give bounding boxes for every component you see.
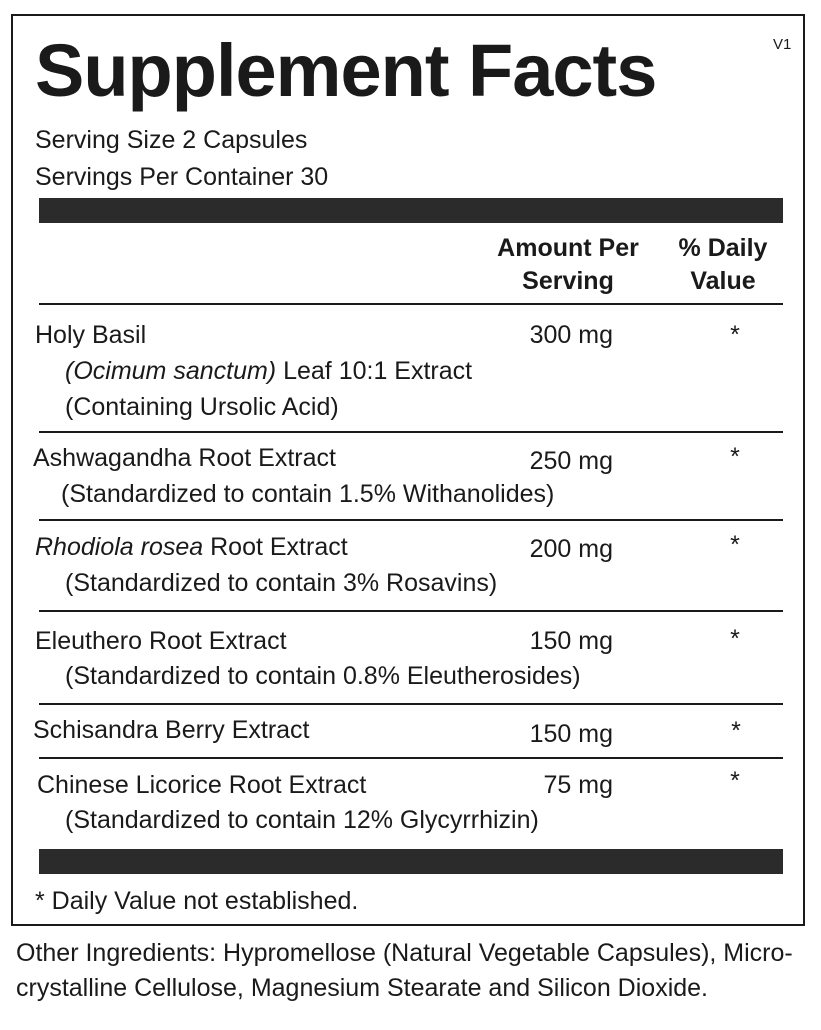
ingredient-name-text: Root Extract bbox=[203, 533, 348, 561]
footnote: * Daily Value not established. bbox=[35, 887, 359, 915]
amount-header-line1: Amount Per bbox=[497, 234, 639, 262]
dv-header-line1: % Daily bbox=[678, 234, 768, 262]
ingredient-amount: 300 mg bbox=[529, 321, 613, 349]
other-ingredients bbox=[16, 936, 806, 1006]
daily-value-marker: * bbox=[730, 625, 740, 653]
header-divider bbox=[39, 303, 783, 305]
row-divider bbox=[39, 610, 783, 612]
dv-header-line2: Value bbox=[690, 267, 756, 295]
ingredient-name: Chinese Licorice Root Extract bbox=[37, 771, 367, 799]
ingredient-detail: (Standardized to contain 3% Rosavins) bbox=[65, 569, 498, 597]
row-divider bbox=[39, 703, 783, 705]
thick-divider-bottom bbox=[39, 849, 783, 874]
servings-per-container: Servings Per Container 30 bbox=[35, 163, 329, 191]
row-divider bbox=[39, 431, 783, 433]
daily-value-marker: * bbox=[730, 531, 740, 559]
daily-value-marker: * bbox=[731, 717, 741, 745]
daily-value-marker: * bbox=[730, 767, 740, 795]
ingredient-detail: (Standardized to contain 1.5% Withanolides) bbox=[61, 480, 555, 508]
other-ingredients-line1: Other Ingredients: Hypromellose (Natural Vegetable Capsules), Micro- bbox=[16, 939, 793, 967]
panel-title: Supplement Facts bbox=[35, 29, 657, 112]
thick-divider-top bbox=[39, 198, 783, 223]
ingredient-name: Holy Basil bbox=[35, 321, 147, 349]
daily-value-header bbox=[668, 232, 778, 298]
ingredient-amount: 150 mg bbox=[529, 627, 613, 655]
ingredient-amount: 250 mg bbox=[529, 447, 613, 475]
ingredient-amount: 150 mg bbox=[529, 720, 613, 748]
ingredient-name-italic: Rhodiola rosea bbox=[35, 533, 204, 561]
daily-value-marker: * bbox=[730, 443, 740, 471]
row-divider bbox=[39, 757, 783, 759]
ingredient-detail: (Containing Ursolic Acid) bbox=[65, 393, 339, 421]
ingredient-detail bbox=[65, 359, 472, 384]
ingredient-name: Eleuthero Root Extract bbox=[35, 627, 287, 655]
ingredient-amount: 200 mg bbox=[529, 535, 613, 563]
ingredient-detail-text: Leaf 10:1 Extract bbox=[276, 357, 473, 385]
ingredient-detail-italic: (Ocimum sanctum) bbox=[65, 357, 277, 385]
daily-value-marker: * bbox=[730, 321, 740, 349]
ingredient-name bbox=[35, 535, 348, 560]
ingredient-detail: (Standardized to contain 0.8% Eleutherosides) bbox=[65, 662, 581, 690]
amount-per-serving-header bbox=[483, 232, 653, 298]
ingredient-name: Ashwagandha Root Extract bbox=[33, 444, 336, 472]
supplement-facts-panel bbox=[11, 14, 805, 926]
ingredient-name: Schisandra Berry Extract bbox=[33, 716, 310, 744]
other-ingredients-line2: crystalline Cellulose, Magnesium Stearate and Silicon Dioxide. bbox=[16, 974, 709, 1002]
amount-header-line2: Serving bbox=[522, 267, 614, 295]
row-divider bbox=[39, 519, 783, 521]
ingredient-detail: (Standardized to contain 12% Glycyrrhizin) bbox=[65, 806, 539, 834]
ingredient-amount: 75 mg bbox=[543, 771, 613, 799]
serving-size: Serving Size 2 Capsules bbox=[35, 126, 308, 154]
version-label: V1 bbox=[773, 36, 792, 53]
